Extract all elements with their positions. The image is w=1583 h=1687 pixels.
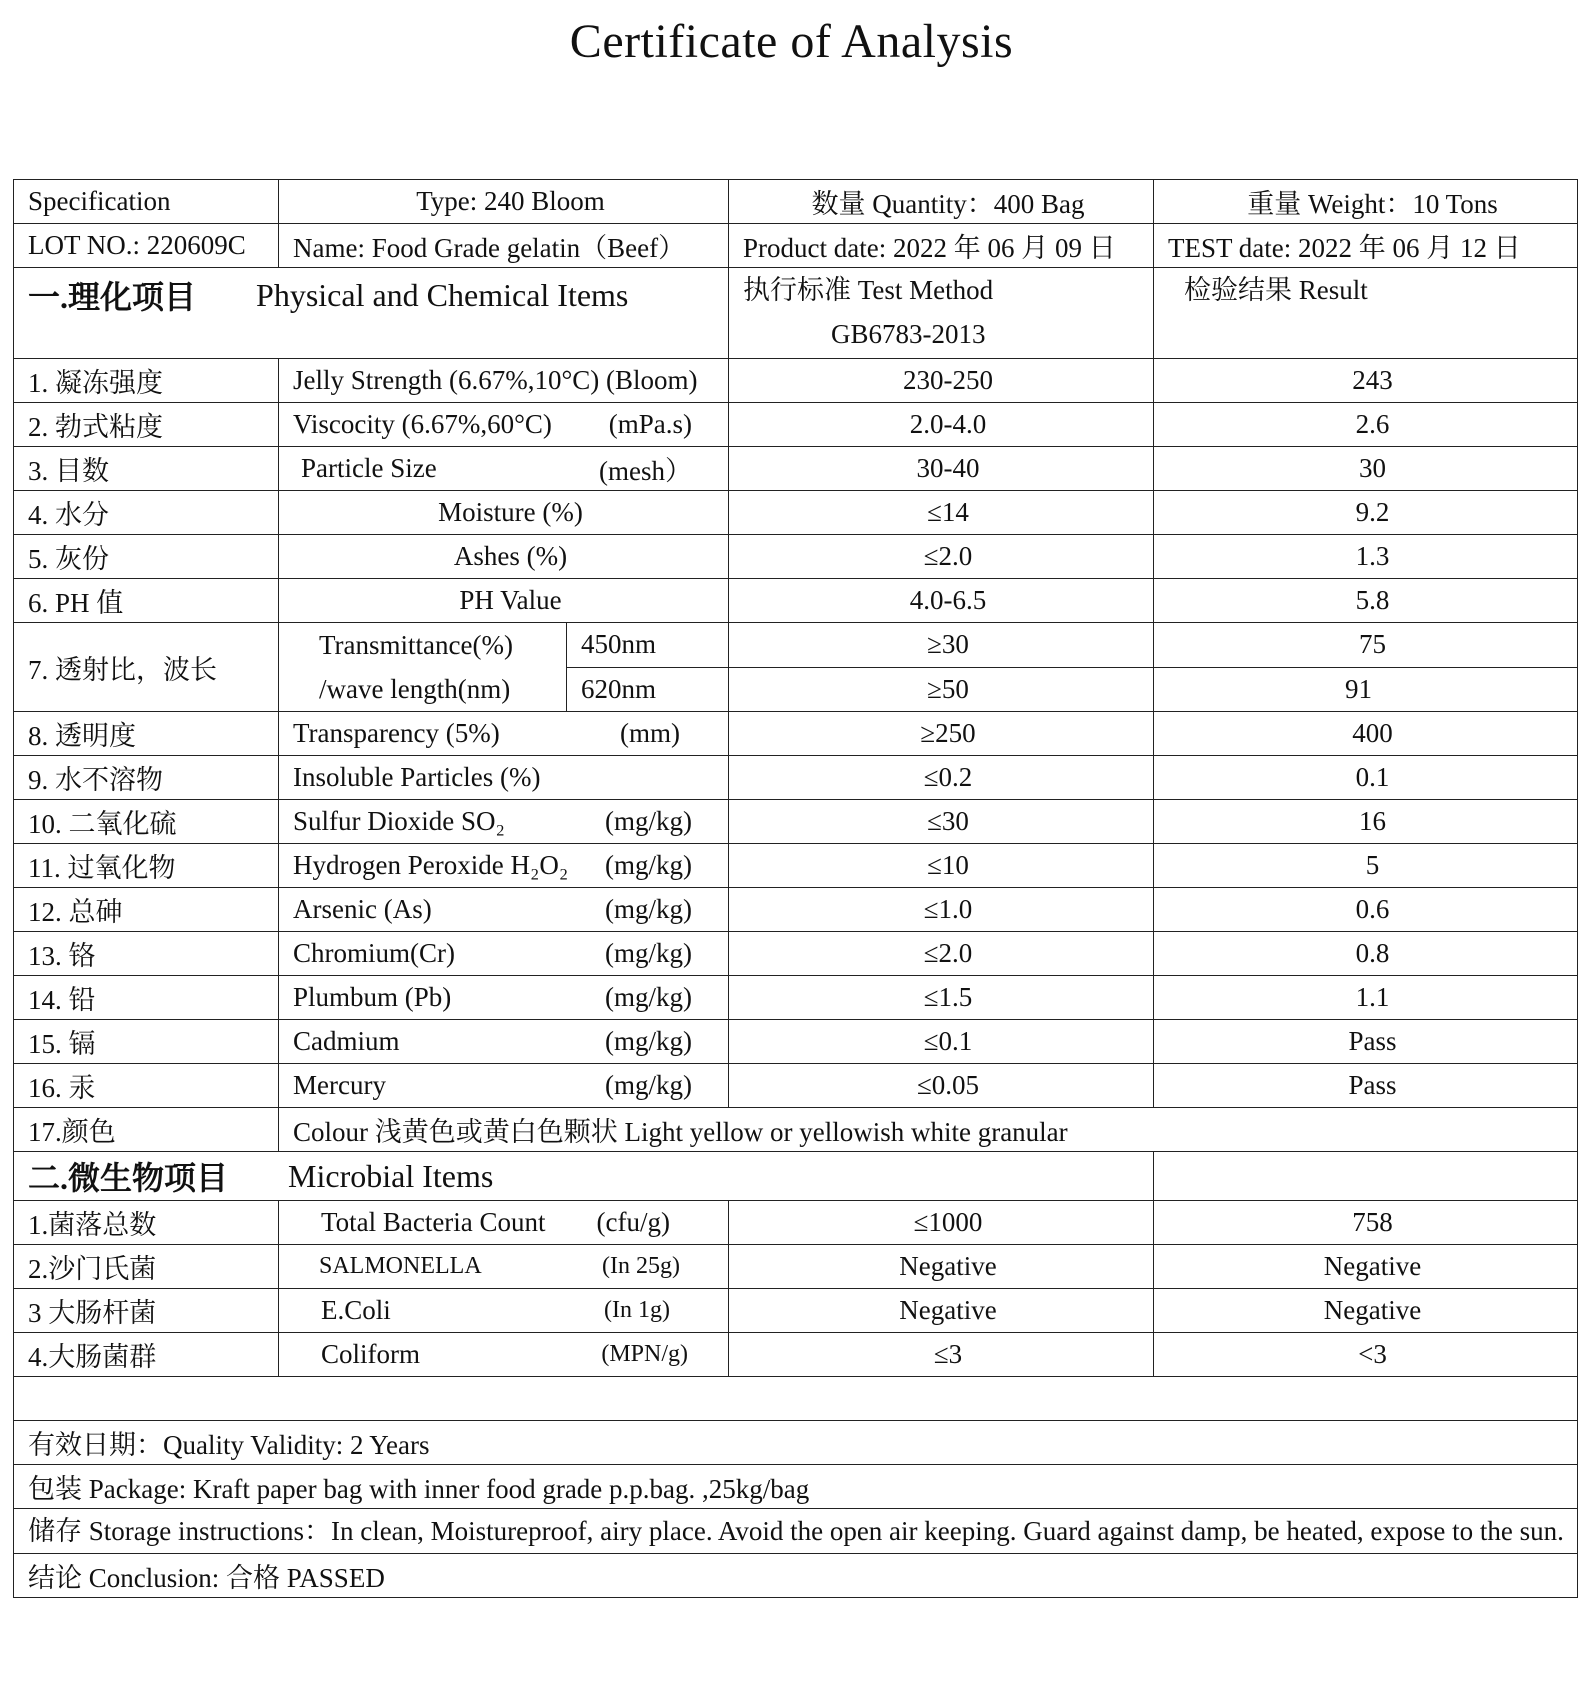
- item-en-cell: [279, 447, 729, 491]
- item-cn: 3. 目数: [14, 447, 279, 491]
- item-result: 2.6: [1154, 403, 1578, 447]
- blank-row: [14, 1377, 1578, 1421]
- section-physical-chemical: [14, 268, 1578, 359]
- micro-en-cell: [279, 1201, 729, 1245]
- item-cn: 1. 凝冻强度: [14, 359, 279, 403]
- item-en-cell: [279, 800, 729, 844]
- item-unit: (mg/kg): [605, 806, 693, 836]
- test-date-cell: TEST date: 2022 年 06 月 12 日: [1154, 224, 1578, 268]
- item-en: Hydrogen Peroxide H₂O₂: [293, 850, 569, 880]
- analysis-table: [13, 179, 1578, 1598]
- item-unit: (mPa.s): [608, 409, 693, 439]
- type-cell: Type: 240 Bloom: [279, 180, 729, 224]
- item-cn: 9. 水不溶物: [14, 756, 279, 800]
- micro-unit: (In 1g): [604, 1297, 671, 1323]
- micro-en: SALMONELLA: [319, 1253, 482, 1279]
- item-en: Jelly Strength (6.67%,10°C) (Bloom): [279, 359, 729, 403]
- micro-standard: ≤3: [729, 1333, 1154, 1377]
- test-method-standard: GB6783-2013: [831, 319, 986, 349]
- item-unit: (mg/kg): [605, 982, 693, 1012]
- section2-empty-cell: [1154, 1152, 1578, 1201]
- item-en: Arsenic (As): [293, 894, 432, 924]
- section2-heading: [14, 1152, 1154, 1201]
- item-standard: ≤10: [729, 844, 1154, 888]
- transmittance-en-2: /wave length(nm): [319, 674, 511, 704]
- item-cn: 11. 过氧化物: [14, 844, 279, 888]
- item-standard: ≤30: [729, 800, 1154, 844]
- product-name-cell: Name: Food Grade gelatin（Beef）: [279, 224, 729, 268]
- item-standard: ≤0.2: [729, 756, 1154, 800]
- colour-description: Colour 浅黄色或黄白色颗状 Light yellow or yellowish white granular: [279, 1108, 1578, 1152]
- micro-standard: Negative: [729, 1289, 1154, 1333]
- table-row: [14, 1201, 1578, 1245]
- item-en: Viscocity (6.67%,60°C): [293, 409, 552, 439]
- micro-cn: 1.菌落总数: [14, 1201, 279, 1245]
- item-en: Plumbum (Pb): [293, 982, 452, 1012]
- table-row: [14, 800, 1578, 844]
- test-method-cell: [729, 268, 1154, 359]
- item-unit: (mesh）: [599, 456, 693, 486]
- table-row: [14, 844, 1578, 888]
- item-cn: 4. 水分: [14, 491, 279, 535]
- product-date-cell: Product date: 2022 年 06 月 09 日: [729, 224, 1154, 268]
- storage-row: [14, 1509, 1578, 1554]
- item-standard: ≤2.0: [729, 932, 1154, 976]
- item-result: 0.6: [1154, 888, 1578, 932]
- item-standard: 230-250: [729, 359, 1154, 403]
- micro-standard: Negative: [729, 1245, 1154, 1289]
- table-row: [14, 535, 1578, 579]
- item-en: PH Value: [279, 579, 729, 623]
- section1-heading: [14, 268, 729, 359]
- item-en-cell: [279, 976, 729, 1020]
- item-en: Chromium(Cr): [293, 938, 455, 968]
- item-result: 16: [1154, 800, 1578, 844]
- item-cn: 2. 勃式粘度: [14, 403, 279, 447]
- item-unit: (mg/kg): [605, 894, 693, 924]
- header-row-1: [14, 180, 1578, 224]
- table-row: [14, 1064, 1578, 1108]
- item-en: Ashes (%): [279, 535, 729, 579]
- transmittance-standard-620: ≥50: [729, 667, 1154, 712]
- item-standard: 4.0-6.5: [729, 579, 1154, 623]
- item-standard: ≤0.1: [729, 1020, 1154, 1064]
- item-en: Transparency (5%): [293, 718, 500, 748]
- wavelength-450: 450nm: [567, 623, 729, 668]
- micro-cn: 2.沙门氏菌: [14, 1245, 279, 1289]
- micro-en: Coliform: [321, 1339, 420, 1369]
- item-standard: ≤14: [729, 491, 1154, 535]
- item-cn: 16. 汞: [14, 1064, 279, 1108]
- micro-unit: (cfu/g): [596, 1207, 671, 1237]
- item-en: Insoluble Particles (%): [279, 756, 729, 800]
- item-en: Cadmium: [293, 1026, 400, 1056]
- table-row: [14, 403, 1578, 447]
- colour-cn: 17.颜色: [14, 1108, 279, 1152]
- item-cn: 8. 透明度: [14, 712, 279, 756]
- conclusion-row: [14, 1554, 1578, 1598]
- lot-number-cell: LOT NO.: 220609C: [14, 224, 279, 268]
- weight-cell: 重量 Weight：10 Tons: [1154, 180, 1578, 224]
- item-standard: ≥250: [729, 712, 1154, 756]
- package-row: [14, 1465, 1578, 1509]
- item-unit: (mg/kg): [605, 850, 693, 880]
- table-row: [14, 932, 1578, 976]
- item-en-cell: [279, 932, 729, 976]
- item-standard: ≤2.0: [729, 535, 1154, 579]
- micro-en: Total Bacteria Count: [321, 1207, 546, 1237]
- item-en-cell: [279, 403, 729, 447]
- item-unit: (mg/kg): [605, 1070, 693, 1100]
- item-cn: 13. 铬: [14, 932, 279, 976]
- test-method-label: 执行标准 Test Method: [743, 275, 994, 305]
- item-result: 400: [1154, 712, 1578, 756]
- item-unit: (mg/kg): [605, 1026, 693, 1056]
- table-row: [14, 491, 1578, 535]
- micro-cn: 3 大肠杆菌: [14, 1289, 279, 1333]
- micro-unit: (In 25g): [602, 1253, 681, 1279]
- table-row: [14, 1333, 1578, 1377]
- header-row-2: [14, 224, 1578, 268]
- micro-en-cell: [279, 1333, 729, 1377]
- package-info: 包装 Package: Kraft paper bag with inner food grade p.p.bag. ,25kg/bag: [14, 1465, 1578, 1509]
- item-cn: 6. PH 值: [14, 579, 279, 623]
- item-en-cell: [279, 888, 729, 932]
- transmittance-result-620: 91: [1154, 667, 1578, 712]
- item-result: 9.2: [1154, 491, 1578, 535]
- transmittance-row-1: [14, 623, 1578, 668]
- item-result: 243: [1154, 359, 1578, 403]
- item-en: Mercury: [293, 1070, 386, 1100]
- item-en: Particle Size: [301, 453, 437, 483]
- item-cn: 5. 灰份: [14, 535, 279, 579]
- micro-en-cell: [279, 1245, 729, 1289]
- document-title: Certificate of Analysis: [569, 15, 1014, 68]
- micro-unit: (MPN/g): [601, 1341, 689, 1367]
- micro-standard: ≤1000: [729, 1201, 1154, 1245]
- quantity-cell: 数量 Quantity：400 Bag: [729, 180, 1154, 224]
- section2-cn: 二.微生物项目: [28, 1160, 229, 1196]
- micro-result: <3: [1154, 1333, 1578, 1377]
- item-standard: ≤1.5: [729, 976, 1154, 1020]
- table-row: [14, 359, 1578, 403]
- micro-result: Negative: [1154, 1245, 1578, 1289]
- item-result: 1.1: [1154, 976, 1578, 1020]
- storage-instructions: 储存 Storage instructions：In clean, Moistureproof, airy place. Avoid the open air keeping. Guard against damp, be heated, expose to the sun.: [14, 1509, 1578, 1554]
- item-result: 0.8: [1154, 932, 1578, 976]
- item-result: Pass: [1154, 1020, 1578, 1064]
- table-row: [14, 1289, 1578, 1333]
- item-en-cell: [279, 712, 729, 756]
- section2-en: Microbial Items: [288, 1157, 494, 1194]
- blank-cell: [14, 1377, 1578, 1421]
- table-row: [14, 756, 1578, 800]
- specification-label: Specification: [14, 180, 279, 224]
- item-en-cell: [279, 1064, 729, 1108]
- item-result: 30: [1154, 447, 1578, 491]
- wavelength-620: 620nm: [567, 667, 729, 712]
- item-en: Sulfur Dioxide SO₂: [293, 806, 505, 836]
- item-unit: (mm): [620, 718, 681, 748]
- item-standard: ≤1.0: [729, 888, 1154, 932]
- transmittance-cn: 7. 透射比，波长: [14, 623, 279, 712]
- section-microbial: [14, 1152, 1578, 1201]
- section1-cn: 一.理化项目: [28, 279, 197, 315]
- table-row: [14, 1020, 1578, 1064]
- micro-cn: 4.大肠菌群: [14, 1333, 279, 1377]
- item-en-cell: [279, 844, 729, 888]
- item-result: Pass: [1154, 1064, 1578, 1108]
- table-row: [14, 579, 1578, 623]
- item-cn: 14. 铅: [14, 976, 279, 1020]
- colour-row: [14, 1108, 1578, 1152]
- item-result: 5: [1154, 844, 1578, 888]
- item-standard: 30-40: [729, 447, 1154, 491]
- conclusion: 结论 Conclusion: 合格 PASSED: [14, 1554, 1578, 1598]
- validity-row: [14, 1421, 1578, 1465]
- table-row: [14, 888, 1578, 932]
- section1-en: Physical and Chemical Items: [256, 276, 629, 313]
- item-cn: 12. 总砷: [14, 888, 279, 932]
- item-standard: 2.0-4.0: [729, 403, 1154, 447]
- item-result: 5.8: [1154, 579, 1578, 623]
- item-result: 0.1: [1154, 756, 1578, 800]
- item-cn: 15. 镉: [14, 1020, 279, 1064]
- transmittance-en-1: Transmittance(%): [319, 630, 513, 660]
- table-row: [14, 976, 1578, 1020]
- table-row: [14, 447, 1578, 491]
- quality-validity: 有效日期：Quality Validity: 2 Years: [14, 1421, 1578, 1465]
- micro-en: E.Coli: [321, 1295, 391, 1325]
- item-unit: (mg/kg): [605, 938, 693, 968]
- item-standard: ≤0.05: [729, 1064, 1154, 1108]
- micro-result: 758: [1154, 1201, 1578, 1245]
- micro-en-cell: [279, 1289, 729, 1333]
- micro-result: Negative: [1154, 1289, 1578, 1333]
- item-en: Moisture (%): [279, 491, 729, 535]
- table-row: [14, 712, 1578, 756]
- item-result: 1.3: [1154, 535, 1578, 579]
- result-header-cell: 检验结果 Result: [1154, 268, 1578, 359]
- item-en-cell: [279, 1020, 729, 1064]
- transmittance-standard-450: ≥30: [729, 623, 1154, 668]
- table-row: [14, 1245, 1578, 1289]
- item-cn: 10. 二氧化硫: [14, 800, 279, 844]
- transmittance-result-450: 75: [1154, 623, 1578, 668]
- transmittance-en-cell: [279, 623, 567, 712]
